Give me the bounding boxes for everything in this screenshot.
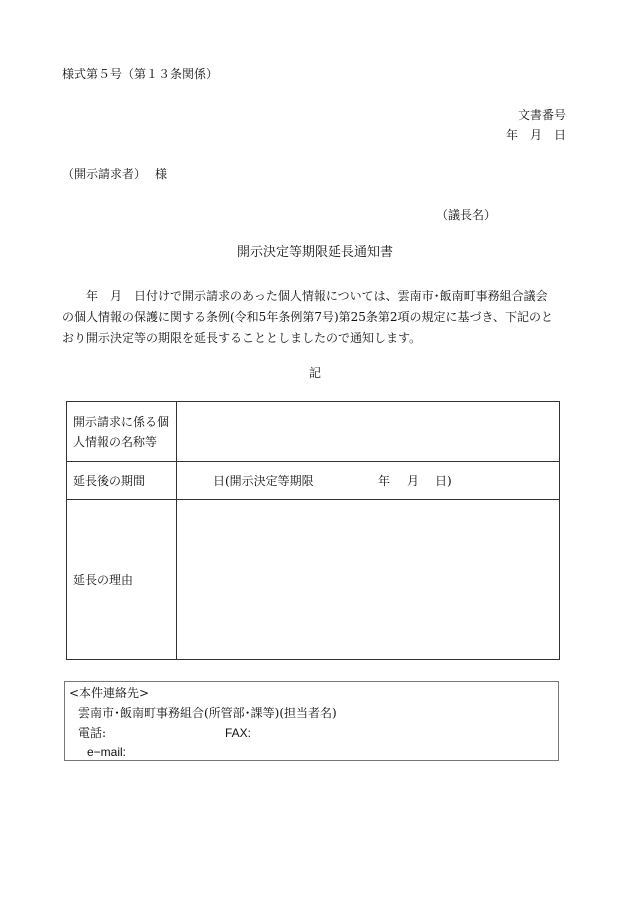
table-row: [67, 402, 560, 462]
body-paragraph: [62, 286, 564, 349]
contact-heading: <本件連絡先>: [69, 686, 150, 700]
sender-label: （議長名）: [435, 208, 496, 222]
table-row: [67, 500, 560, 660]
personal-info-name-label: [67, 402, 177, 462]
contact-organization: 雲南市･飯南町事務組合(所管部･課等)(担当者名): [78, 706, 337, 720]
period-year-text: 年: [378, 473, 391, 488]
recipient-honorific: 様: [155, 167, 168, 181]
body-line-1: 年 月 日付けで開示請求のあった個人情報については、雲南市･飯南町事務組合議会: [62, 289, 548, 303]
label-line: 開示請求に係る個: [73, 414, 170, 429]
table-row: [67, 462, 560, 500]
extended-period-label: 延長後の期間: [67, 462, 177, 500]
recipient-label: （開示請求者）: [62, 167, 147, 181]
body-line-2: の個人情報の保護に関する条例(令和5年条例第7号)第25条第2項の規定に基づき、下記のと: [62, 310, 554, 324]
extension-details-table: [66, 401, 560, 660]
contact-phone-label: 電話:: [78, 726, 107, 740]
document-title: 開示決定等期限延長通知書: [236, 245, 393, 260]
contact-email-label: e−mail:: [87, 745, 127, 759]
period-prefix-text: 日(開示決定等期限: [213, 473, 314, 488]
document-number-label: 文書番号: [517, 108, 566, 122]
period-month-text: 月: [407, 473, 420, 488]
extension-reason-field[interactable]: [177, 500, 560, 660]
body-line-3: おり開示決定等の期限を延長することとしましたので通知します。: [62, 331, 422, 345]
extended-period-field[interactable]: [177, 462, 560, 500]
contact-info-box: [64, 681, 559, 761]
contact-fax-label: FAX:: [225, 726, 252, 740]
document-date-label: 年 月 日: [505, 128, 566, 142]
extension-reason-label: 延長の理由: [67, 500, 177, 660]
label-line: 人情報の名称等: [73, 434, 158, 449]
personal-info-name-field[interactable]: [177, 402, 560, 462]
form-number-label: 様式第５号（第１３条関係）: [62, 67, 219, 81]
ki-heading: 記: [308, 366, 321, 380]
period-day-text: 日): [435, 473, 452, 488]
